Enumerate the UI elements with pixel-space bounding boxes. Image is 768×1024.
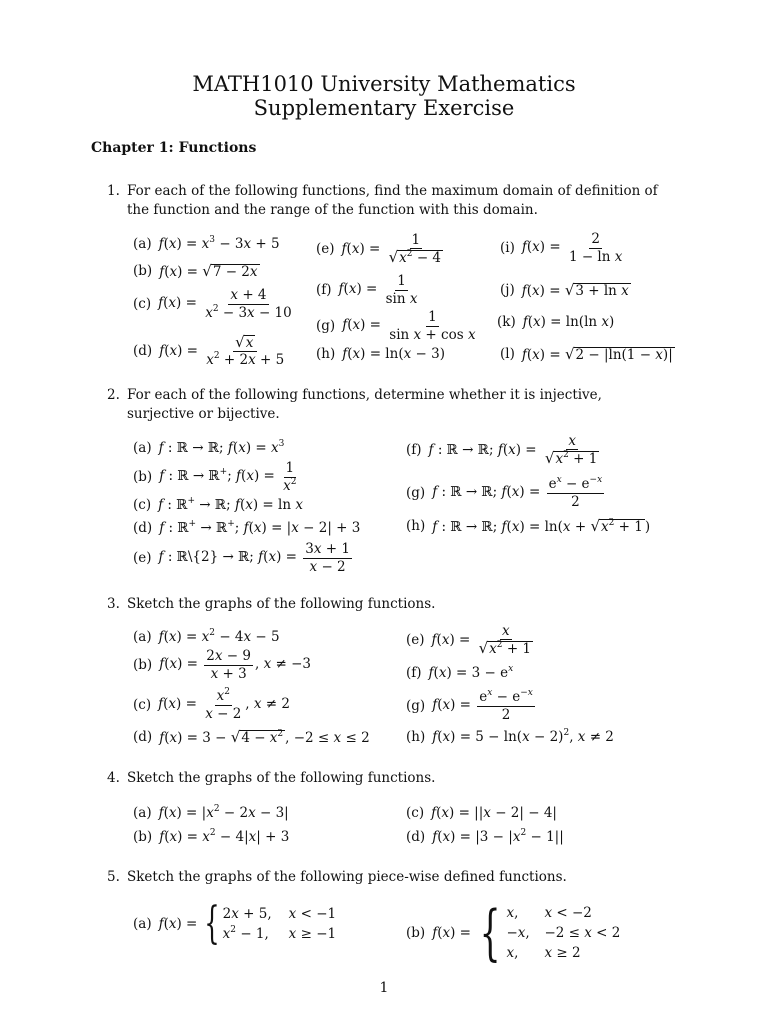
question-number: 2. bbox=[107, 387, 120, 403]
question-text: For each of the following functions, find the maximum domain of definition of the function and the range of the function with this domain. bbox=[127, 183, 658, 218]
q1-item-e: (e) f(x) = $\frac{1}{√x^2 - 4}$ bbox=[316, 231, 442, 266]
question-number: 1. bbox=[107, 183, 120, 199]
question-number: 5. bbox=[107, 869, 120, 885]
title-line-2: Supplementary Exercise bbox=[253, 96, 515, 120]
q5-item-a: (a) f ( x ) = { 2x + 5, x < −1 $x^2 - 1$, x ≥ −1 bbox=[133, 898, 337, 949]
chapter-heading: Chapter 1: Functions bbox=[91, 140, 257, 156]
q4-item-c: (c) f(x) = ||x − 2| − 4| bbox=[406, 805, 557, 821]
q1-item-d: (d) f(x) = $\frac{√x}{x^2 + 2x + 5}$ bbox=[133, 332, 285, 369]
q4-item-d: (d) $f(x) = |3 - |x^2 - 1||$ bbox=[406, 828, 564, 845]
question-text: Sketch the graphs of the following functions. bbox=[127, 596, 436, 612]
question-text: Sketch the graphs of the following piece-wise defined functions. bbox=[127, 869, 567, 885]
q1-item-k: (k) f(x) = ln(ln x) bbox=[497, 314, 615, 330]
q1-item-f: (f) f(x) = $\frac{1}{\text{sin x}}$ bbox=[316, 273, 418, 307]
q4-item-b: (b) $f(x) = x^2 - 4|x| + 3$ bbox=[133, 828, 290, 845]
q1-item-i: (i) f(x) = $\frac{2}{\text{1 − ln x}}$ bbox=[500, 231, 623, 265]
q4-item-a: (a) $f(x) = |x^2 - 2x - 3|$ bbox=[133, 804, 289, 821]
q1-item-j: (j) f(x) = √3 + ln x bbox=[500, 281, 629, 299]
question-text: Sketch the graphs of the following functions. bbox=[127, 770, 436, 786]
q2-item-d: (d) f : ℝ+ → ℝ+; f(x) = |x − 2| + 3 bbox=[133, 519, 361, 536]
q1-item-b: (b) f(x) = √7 − 2x bbox=[133, 262, 258, 280]
q2-item-a: (a) f : ℝ → ℝ; $f(x) = x^3$ bbox=[133, 439, 285, 456]
q2-item-g: (g) f : ℝ → ℝ; f(x) = $\frac{e^x - e^{-x}}{2}$ bbox=[406, 475, 603, 510]
q1-item-h: (h) f(x) = ln(x − 3) bbox=[316, 346, 445, 362]
q3-item-c: (c) f(x) = $\frac{x^2}{x - 2}$ , x ≠ 2 bbox=[133, 687, 290, 722]
q5-item-b: (b) f ( x ) = { x, x < −2 −x, −2 ≤ x < 2 x, x ≥ 2 bbox=[406, 898, 621, 968]
q3-item-f: (f) $f(x) = 3 - e^x$ bbox=[406, 664, 514, 681]
question-number: 4. bbox=[107, 770, 120, 786]
page-number: 1 bbox=[379, 980, 389, 996]
q2-item-e: (e) f : ℝ\{2} → ℝ; f(x) = $\frac{3x + 1}{x - 2}$ bbox=[133, 541, 350, 575]
q3-item-d: (d) $f(x) = 3 - √4 - x^2$ , −2 ≤ x ≤ 2 bbox=[133, 728, 370, 746]
q3-item-h: (h) $f(x) = 5 - \ln(x - 2)^2$, x ≠ 2 bbox=[406, 728, 614, 745]
q3-item-b: (b) f(x) = $\frac{2x - 9}{x + 3}$ , x ≠ −3 bbox=[133, 648, 311, 682]
q3-item-e: (e) f(x) = $\frac{x}{√x^2 + 1}$ bbox=[406, 622, 532, 657]
q2-item-h: (h) f : ℝ → ℝ; $f(x) = \ln(x + √x^2 + 1$ ) bbox=[406, 517, 651, 535]
q2-item-f: (f) f : ℝ → ℝ; f(x) = $\frac{x}{√x^2 + 1}$ bbox=[406, 432, 598, 467]
q2-item-c: (c) f : ℝ+ → ℝ; f(x) = ln x bbox=[133, 496, 303, 513]
q3-item-a: (a) $f(x) = x^2 - 4x - 5$ bbox=[133, 628, 280, 645]
q1-item-c: (c) f(x) = $\frac{x + 4}{x^2 - 3x - 10}$ bbox=[133, 287, 292, 321]
q1-item-a: (a) $f(x) = x^3 - 3x + 5$ bbox=[133, 235, 280, 252]
question-number: 3. bbox=[107, 596, 120, 612]
q2-item-b: (b) f : ℝ → ℝ+; f(x) = $\frac{1}{x^2}$ bbox=[133, 460, 297, 494]
question-text: For each of the following functions, determine whether it is injective, surjective or bijective. bbox=[127, 387, 602, 422]
q1-item-l: (l) f(x) = √2 − |ln(1 − x)| bbox=[500, 345, 673, 363]
title-line-1: MATH1010 University Mathematics bbox=[192, 72, 576, 96]
q3-item-g: (g) f(x) = $\frac{e^x - e^{-x}}{2}$ bbox=[406, 688, 533, 723]
q1-item-g: (g) f(x) = $\frac{1}{\text{sin x + cos x}}$ bbox=[316, 309, 476, 343]
